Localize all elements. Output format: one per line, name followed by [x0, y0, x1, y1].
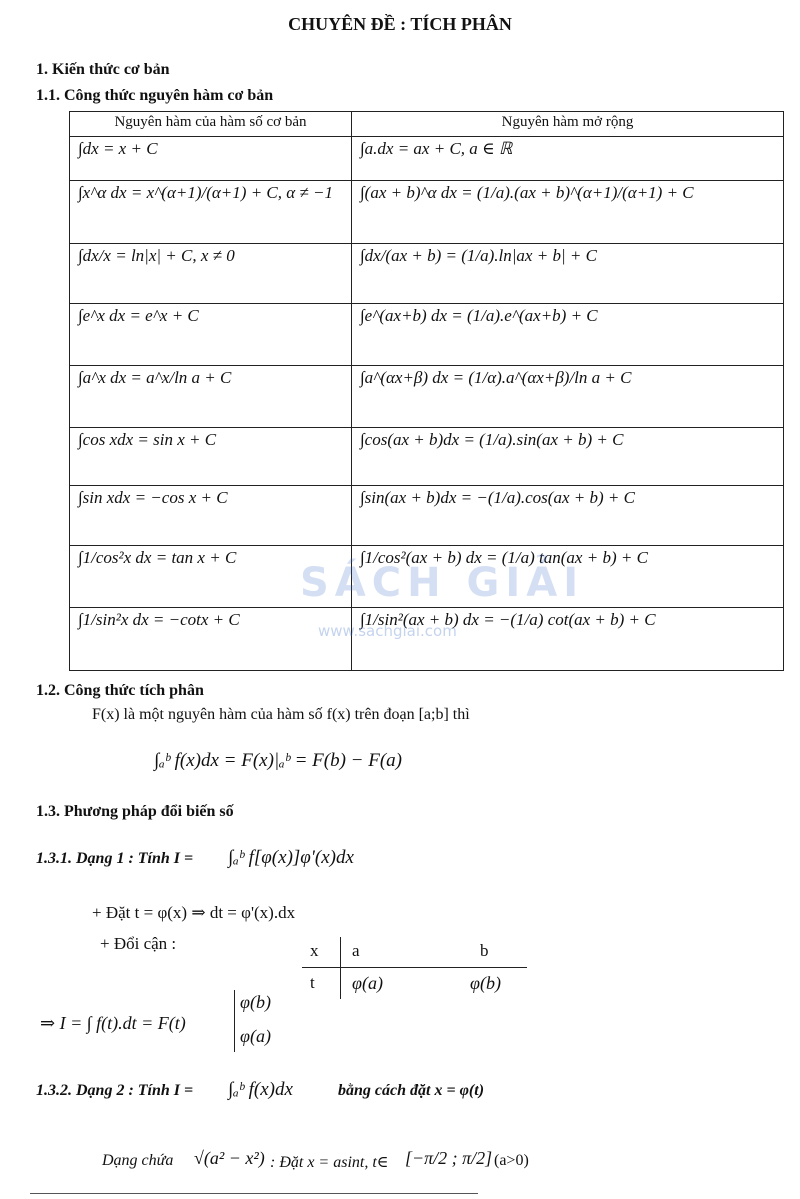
table-header-extended: Nguyên hàm mở rộng — [352, 112, 784, 137]
table-cell: ∫a^(αx+β) dx = (1/α).a^(αx+β)/ln a + C — [352, 366, 784, 428]
type2-case-label: Dạng chứa — [102, 1152, 174, 1169]
page-title: CHUYÊN ĐỀ : TÍCH PHÂN — [288, 14, 512, 34]
table-cell: ∫cos(ax + b)dx = (1/a).sin(ax + b) + C — [352, 428, 784, 486]
section-1-3-2-heading: 1.3.2. Dạng 2 : Tính I = — [36, 1082, 194, 1099]
table-cell: ∫1/cos²x dx = tan x + C — [70, 546, 352, 608]
radical-expression: √(a² − x²) — [194, 1148, 265, 1168]
section-1-heading: 1. Kiến thức cơ bản — [36, 61, 170, 78]
type2-formula: ∫ₐᵇ f(x)dx — [228, 1079, 293, 1100]
result-lower-bound: φ(a) — [240, 1026, 271, 1046]
bounds-a: a — [352, 941, 360, 960]
table-cell: ∫dx/x = ln|x| + C, x ≠ 0 — [70, 244, 352, 304]
table-cell: ∫a^x dx = a^x/ln a + C — [70, 366, 352, 428]
table-cell: ∫1/cos²(ax + b) dx = (1/a) tan(ax + b) + C — [352, 546, 784, 608]
watermark-url: www.sachgiai.com — [318, 622, 457, 640]
section-1-1-heading: 1.1. Công thức nguyên hàm cơ bản — [36, 87, 274, 104]
bounds-b: b — [480, 941, 489, 960]
section-1-2-text: F(x) là một nguyên hàm của hàm số f(x) trên đoạn [a;b] thì — [92, 706, 470, 723]
bounds-phi-b: φ(b) — [470, 973, 501, 993]
type2-set-text: : Đặt x = asint, t∈ — [270, 1154, 389, 1171]
section-1-2-heading: 1.2. Công thức tích phân — [36, 682, 204, 699]
table-cell: ∫1/sin²(ax + b) dx = −(1/a) cot(ax + b) + C — [352, 608, 784, 671]
bounds-divider — [302, 967, 527, 968]
bounds-t-label: t — [310, 973, 315, 992]
table-cell: ∫dx/(ax + b) = (1/a).ln|ax + b| + C — [352, 244, 784, 304]
table-cell: ∫e^x dx = e^x + C — [70, 304, 352, 366]
table-header-basic: Nguyên hàm của hàm số cơ bản — [70, 112, 352, 137]
section-1-3-heading: 1.3. Phương pháp đổi biến số — [36, 803, 234, 820]
bounds-x-label: x — [310, 941, 319, 960]
type1-formula: ∫ₐᵇ f[φ(x)]φ'(x)dx — [228, 847, 354, 868]
definite-integral-formula: ∫ₐᵇ f(x)dx = F(x)|ₐᵇ = F(b) − F(a) — [154, 750, 402, 771]
section-1-3-1-heading: 1.3.1. Dạng 1 : Tính I = — [36, 850, 194, 867]
a-condition: (a>0) — [494, 1152, 529, 1169]
table-cell: ∫dx = x + C — [70, 137, 352, 181]
evaluation-bar — [234, 990, 235, 1052]
type1-result: ⇒ I = ∫ f(t).dt = F(t) — [40, 1013, 186, 1033]
watermark-logo: SÁCH GIẢI — [300, 560, 585, 606]
table-cell: ∫(ax + b)^α dx = (1/a).(ax + b)^(α+1)/(α+1) + C — [352, 181, 784, 244]
table-cell: ∫e^(ax+b) dx = (1/a).e^(ax+b) + C — [352, 304, 784, 366]
result-upper-bound: φ(b) — [240, 992, 271, 1012]
table-cell: ∫1/sin²x dx = −cotx + C — [70, 608, 352, 671]
table-cell: ∫sin(ax + b)dx = −(1/a).cos(ax + b) + C — [352, 486, 784, 546]
table-cell: ∫sin xdx = −cos x + C — [70, 486, 352, 546]
substitution-step: + Đặt t = φ(x) ⇒ dt = φ'(x).dx — [92, 903, 296, 922]
change-bounds-step: + Đổi cận : — [100, 934, 177, 953]
bounds-phi-a: φ(a) — [352, 973, 383, 993]
t-interval: [−π/2 ; π/2] — [405, 1148, 493, 1168]
bounds-divider — [340, 937, 341, 999]
table-cell: ∫cos xdx = sin x + C — [70, 428, 352, 486]
footer-rule — [30, 1193, 478, 1194]
type2-substitution: bằng cách đặt x = φ(t) — [338, 1082, 485, 1099]
table-cell: ∫a.dx = ax + C, a ∈ ℝ — [352, 137, 784, 181]
table-cell: ∫x^α dx = x^(α+1)/(α+1) + C, α ≠ −1 — [70, 181, 352, 244]
